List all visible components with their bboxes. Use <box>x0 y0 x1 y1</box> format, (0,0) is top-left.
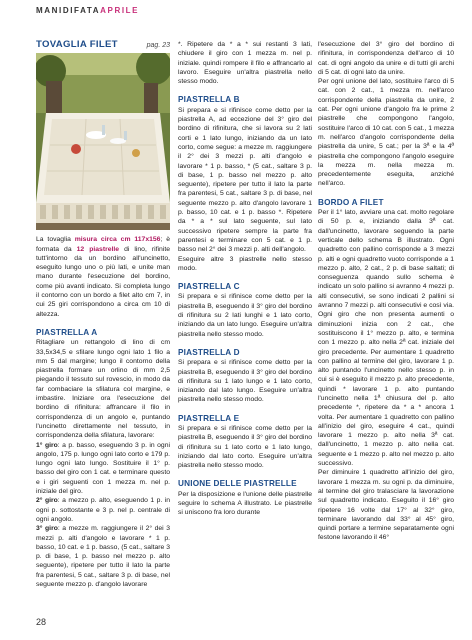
magazine-name: MANIDIFATA <box>36 6 101 15</box>
unione-text: Per la disposizione e l'unione delle piastrelle seguire lo schema A illustrato. Le piastrelle si uniscono fra loro durante <box>178 490 312 517</box>
decrease-text: Per diminuire 1 quadretto all'inizio del giro, lavorare 1 mezza m. su ogni p. da diminuire, al termine del giro tralasciare la lavorazione sul quadretto indicato. Eseguito il 16° giro ripetere 16 volte dal 17° al 32° giro, terminare lavorando dal 33° al 45° giro, quindi portare a termine separatamente ogni festone lavorando il 46° <box>318 469 454 542</box>
heading-piastrella-e: PIASTRELLA E <box>178 413 240 423</box>
heading-piastrella-a: PIASTRELLA A <box>36 327 98 337</box>
piastrella-c-text: Si prepara e si rifinisce come detto per la piastrella B, eseguendo il 3° giro del bordino di rifinitura su 2 lati lunghi e 1 lato corto, iniziando da un lato lungo. Eseguire un'altra piastrella nello stesso modo. <box>178 293 312 338</box>
page-number: 28 <box>36 617 47 627</box>
column-2 <box>178 40 312 527</box>
heading-unione: UNIONE DELLE PIASTRELLE <box>178 479 297 489</box>
heading-bordo-filet: BORDO A FILET <box>318 197 384 207</box>
heading-piastrella-b: PIASTRELLA B <box>178 95 240 105</box>
heading-piastrella-d: PIASTRELLA D <box>178 347 240 357</box>
heading-piastrella-c: PIASTRELLA C <box>178 282 240 292</box>
page-reference: pag. 23 <box>146 42 170 49</box>
piastrella-e-text: Si prepara e si rifinisce come detto per la piastrella B, eseguendo il 3° giro del bordino di rifinitura su 1 lato corto e 1 lato lungo, iniziando dal lato corto. Eseguire un'altra piastrella nello stesso modo. <box>178 424 312 470</box>
joining-paragraph-2: Per ogni unione del lato, sostituire l'arco di 5 cat. con 2 cat., 1 mezza m. nell'arco corrispondente della piastrella da unire, 2 cat. Per ogni unione d'angolo fra le prime 2 piastrelle che compongono l'angolo, sostituire l'arco di 10 cat. con 5 cat., 1 mezza m. nell'arco d'angolo corrispondente della piastrella da unire, 5 cat.; per la 3ª e la 4ª piastrella che compongono l'angolo eseguire la mezza m. nella mezza m. precedentemente eseguita, anziché nell'arco. <box>318 78 454 188</box>
piastrella-b-text: Si prepara e si rifinisce come detto per la piastrella A, ad eccezione del 3° giro del bordino di rifinitura, che si lavora su 2 lati corti e 1 lato lungo, iniziando da un lato corto, come segue: a mezze m. raggiungere il 2° dei 3 mezzi p. alti d'angolo e lavorare * 1 p. basso, * (5 cat., saltare 3 p. di base, 1 p. basso nel mezzo p. alto seguente), ripetere per tutto il lato la parte fra parentesi, 5 cat., saltare 3 p. di base, nel seguente mezzo p. alto d'angolo lavorare 1 p. basso, 10 cat. e 1 p. basso *. Ripetere da * a * sul lato seguente, sul lato successivo ripetere sempre la parte fra parentesi e terminare con 5 cat. e 1 p. basso nel 2° dei 3 mezzi p. alti dell'angolo. <box>178 106 312 254</box>
tablecloth-photo <box>36 53 170 230</box>
column-3 <box>318 40 454 552</box>
intro-paragraph: La tovaglia misura circa cm 117x156; è formata da 12 piastrelle di lino, rifinite tutt'intorno da un bordino all'uncinetto, eseguito lungo uno o più lati, e unite man mano durante l'esecuzione del bordino, come più avanti indicato. Si completa lungo il contorno con un bordo a filet alto cm 7, in cui 25 giri corrispondono a circa cm 10 di altezza. <box>36 236 170 318</box>
issue-name: APRILE <box>100 6 140 15</box>
running-header <box>36 6 139 15</box>
piastrella-b-text-2: Eseguire altre 3 piastrelle nello stesso modo. <box>178 255 312 272</box>
article-title-row <box>36 40 170 50</box>
joining-paragraph-1: l'esecuzione del 3° giro del bordino di rifinitura, in corrispondenza dell'arco di 10 cat. di ogni angolo da unire e di tutti gli archi di 5 cat. di ogni lato da unire. <box>318 41 454 76</box>
article-title: TOVAGLIA FILET <box>36 39 118 50</box>
piastrella-a-text: Ritagliare un rettangolo di lino di cm 33,5x34,5 e sfilare lungo ogni lato 1 filo a mm 5 dal margine; lungo il contorno della piastrella formare un orlino di mm 2,5 piegando il tessuto sul rovescio, in modo da far combaciare la sfilatura col margine, e imbastire. Iniziare ora l'esecuzione del bordino di rifinitura: affrancare il filo in corrispondenza di un angolo e, puntando l'uncinetto direttamente nel tessuto, in corrispondenza della sfilatura, lavorare: <box>36 339 170 440</box>
piastrella-d-text: Si prepara e si rifinisce come detto per la piastrella B, eseguendo il 3° giro del bordino di rifinitura su 1 lato lungo e 1 lato corto, iniziando dal lato lungo. Eseguire un'altra piastrella nello stesso modo. <box>178 359 312 404</box>
bordo-filet-text: Per il 1° lato, avviare una cat. molto regolare di 50 p. e, iniziando dalla 3ª cat. dall'uncinetto, lavorare seguendo la parte verticale dello schema B illustrato. Ogni quadretto con pallino corrisponde a 3 mezzi p. alti e ogni quadretto vuoto corrisponde a 1 mezzo p. alto, 2 cat., 2 p. di base saltati; di conseguenza quando sullo schema è indicato un solo pallino si avranno 4 mezzi p. alti consecutivi, se sono indicati 2 pallini si avranno 7 mezzi p. alti consecutivi e così via. Ogni giro che non presenta aumenti o diminuzioni inizia con 2 cat., che sostituiscono il 1° mezzo p. alto, e termina con 1 mezzo p. alto nella 2ª cat. iniziale del giro precedente. Per aumentare 1 quadretto con pallino al termine del giro, lavorare 1 p. alto puntando l'uncinetto nello stesso p. in cui si è eseguito il mezzo p. alto precedente, quindi * lavorare 1 p. alto puntando l'uncinetto nella 1ª chiusura del p. alto precedente *, ripetere da * a * ancora 1 volta. Per aumentare 1 quadretto con pallino all'inizio del giro, eseguire 4 cat., quindi lavorare 1 mezzo p. alto nella 3ª cat. dall'uncinetto, 1 mezzo p. alto nella cat. seguente e 1 mezzo p. alto nel mezzo p. alto successivo. <box>318 209 455 468</box>
round-3-text: 3° giro: a mezze m. raggiungere il 2° dei 3 mezzi p. alti d'angolo e lavorare * 1 p. basso, 10 cat. e 1 p. basso, (5 cat., saltare 3 p. di base, 1 p. basso nel mezzo p. alto seguente), ripetere per tutto il lato la parte fra parentesi, 5 cat., saltare 3 p. di base, nel seguente mezzo p. d'angolo lavorare <box>36 525 170 588</box>
round-2-text: 2° giro: a mezzo p. alto, eseguendo 1 p. in ogni p. sottostante e 3 p. nel p. centrale di ogni angolo. <box>36 497 170 523</box>
column-1 <box>36 40 170 598</box>
round-1-text: 1° giro: a p. basso, eseguendo 3 p. in ogni angolo, 175 p. lungo ogni lato corto e 179 p. lungo ogni lato lungo. Sostituire il 1° p. basso del giro con 1 cat. e terminare questo e i giri seguenti con 1 mezza m. nel p. iniziale del giro. <box>36 441 170 496</box>
continuation-paragraph: *. Ripetere da * a * sui restanti 3 lati, chiudere il giro con 1 mezza m. nel p. iniziale. quindi rompere il filo e affrancarlo al lavoro. Eseguire un'altra piastrella nello stesso modo. <box>178 41 312 86</box>
